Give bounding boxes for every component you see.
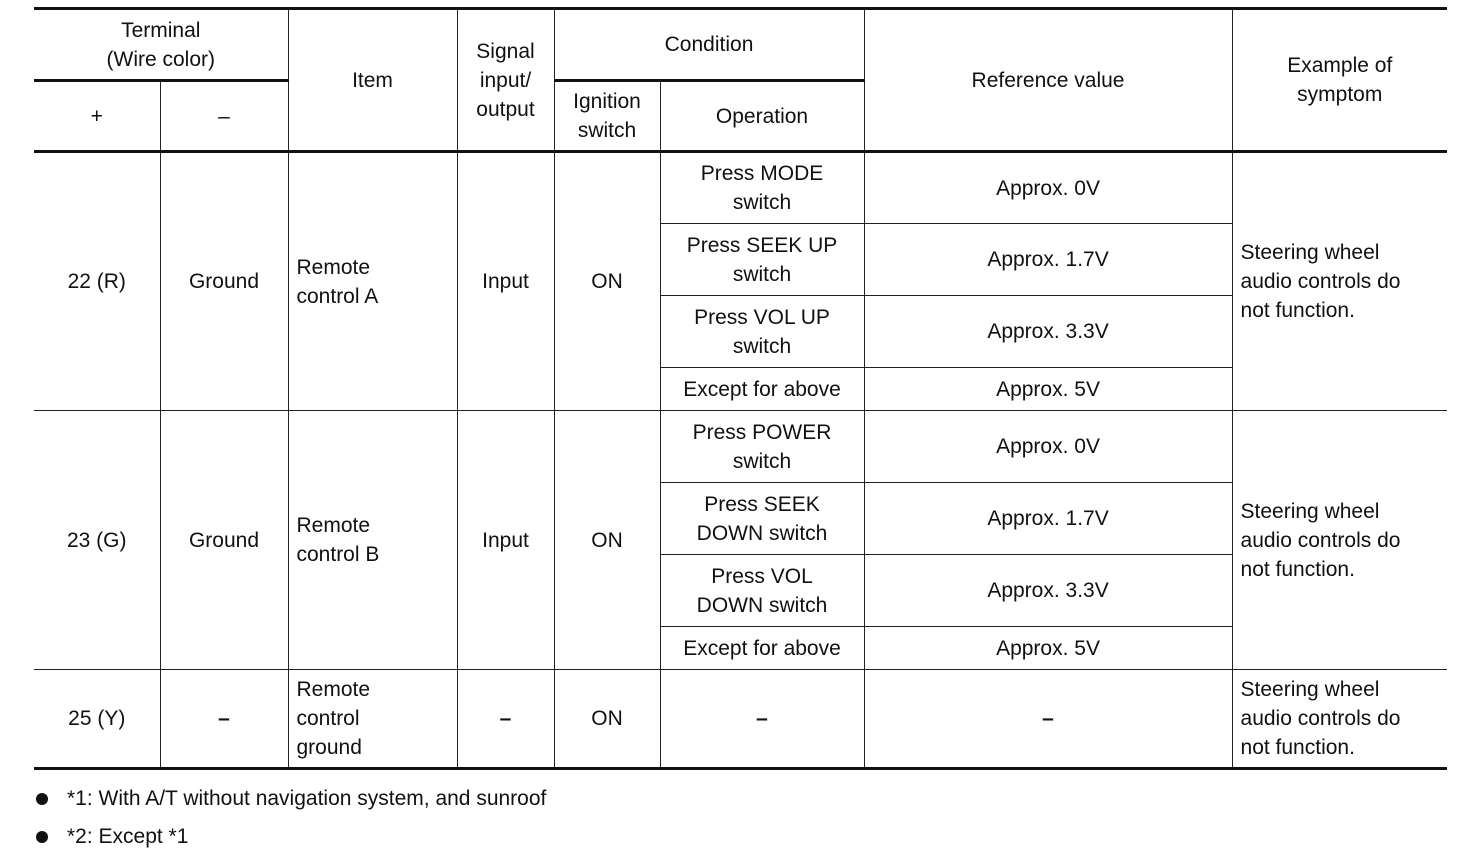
header-symptom: Example of symptom (1232, 9, 1447, 152)
terminal-cell: 22 (R) (34, 152, 160, 411)
signal-cell: Input (457, 152, 554, 411)
operation-cell: Press SEEK UP switch (660, 224, 864, 296)
header-minus: – (160, 81, 288, 152)
header-signal: Signal input/ output (457, 9, 554, 152)
operation-cell: Press SEEK DOWN switch (660, 483, 864, 555)
operation-cell: Except for above (660, 627, 864, 670)
terminal-cell: 23 (G) (34, 411, 160, 670)
ignition-cell: ON (554, 411, 660, 670)
header-condition: Condition (554, 9, 864, 81)
operation-cell: Press MODE switch (660, 152, 864, 224)
operation-cell: Except for above (660, 368, 864, 411)
item-cell: Remote control B (288, 411, 457, 670)
table-row (34, 411, 1447, 483)
ground-cell: Ground (160, 411, 288, 670)
header-reference-value: Reference value (864, 9, 1232, 152)
footnotes (36, 780, 546, 856)
reference-cell: Approx. 1.7V (864, 224, 1232, 296)
bullet-icon (36, 793, 48, 805)
footnote-text: *2: Except *1 (67, 825, 189, 848)
symptom-cell: Steering wheel audio controls do not function. (1232, 670, 1447, 769)
reference-cell: Approx. 0V (864, 411, 1232, 483)
footnote (36, 780, 546, 818)
reference-cell: Approx. 3.3V (864, 296, 1232, 368)
reference-cell: Approx. 5V (864, 627, 1232, 670)
footnote-text: *1: With A/T without navigation system, and sunroof (67, 787, 547, 810)
header-operation: Operation (660, 81, 864, 152)
table-row (34, 152, 1447, 224)
header-plus: + (34, 81, 160, 152)
operation-cell: Press VOL DOWN switch (660, 555, 864, 627)
reference-cell: – (864, 670, 1232, 769)
signal-cell: – (457, 670, 554, 769)
signal-cell: Input (457, 411, 554, 670)
table-row (34, 670, 1447, 769)
ignition-cell: ON (554, 670, 660, 769)
header-item: Item (288, 9, 457, 152)
reference-cell: Approx. 0V (864, 152, 1232, 224)
item-cell: Remote control A (288, 152, 457, 411)
operation-cell: Press VOL UP switch (660, 296, 864, 368)
operation-cell: Press POWER switch (660, 411, 864, 483)
symptom-cell: Steering wheel audio controls do not function. (1232, 152, 1447, 411)
reference-cell: Approx. 1.7V (864, 483, 1232, 555)
ignition-cell: ON (554, 152, 660, 411)
ground-cell: – (160, 670, 288, 769)
terminal-reference-table (34, 7, 1447, 770)
reference-cell: Approx. 5V (864, 368, 1232, 411)
item-cell: Remote control ground (288, 670, 457, 769)
header-terminal: Terminal (Wire color) (34, 9, 288, 81)
header-ignition: Ignition switch (554, 81, 660, 152)
reference-cell: Approx. 3.3V (864, 555, 1232, 627)
symptom-cell: Steering wheel audio controls do not function. (1232, 411, 1447, 670)
bullet-icon (36, 831, 48, 843)
footnote (36, 818, 546, 856)
operation-cell: – (660, 670, 864, 769)
ground-cell: Ground (160, 152, 288, 411)
terminal-cell: 25 (Y) (34, 670, 160, 769)
